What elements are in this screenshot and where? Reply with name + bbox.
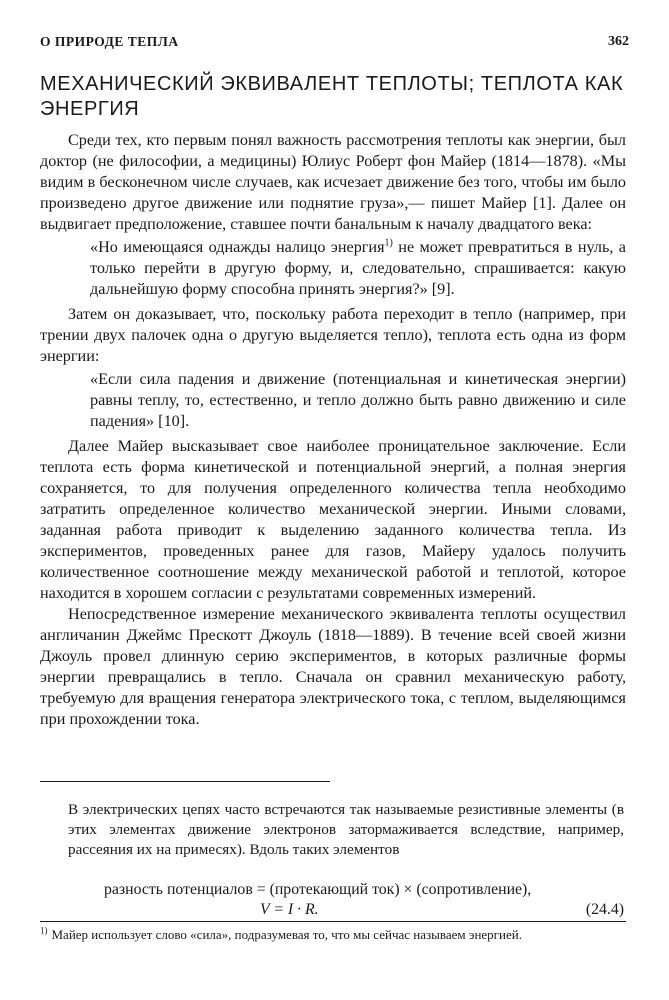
quote-mayer-energy	[90, 237, 626, 300]
running-title: О ПРИРОДЕ ТЕПЛА	[40, 34, 179, 49]
main-text	[40, 130, 626, 730]
side-note-text: В электрических цепях часто встречаются так называемые резистивные элементы (в этих элементах движение электронов затормаживается вследствие, например, рассеяния их на примесях). Вдоль таких элементов	[68, 801, 624, 858]
quote-mayer-energy-text	[90, 237, 626, 300]
paragraph-mayer-intro: Среди тех, кто первым понял важность рассмотрения теплоты как энергии, был доктор (не философии, а медицины) Юлиус Роберт фон Майер (1814—1878). «Мы видим в бесконечном числе случаев, как исчезает движение без того, чтобы им было произведено другое движение или поднятие груза»,— пишет Майер [1]. Далее он выдвигает предположение, ставшее почти банальным к началу двадцатого века:	[40, 131, 626, 233]
footnote-divider	[40, 921, 626, 922]
equation-block	[68, 880, 624, 920]
quote-mayer-heat	[90, 369, 626, 432]
paragraph-mayer-conclusion: Далее Майер высказывает свое наиболее проницательное заключение. Если теплота есть форма кинетической и потенциальной энергий, а полная энергия сохраняется, то для получения определенного количества тепла необходимо затратить определенное количество механической энергии. Иными словами, заданная работа приводит к выделению заданного количества тепла. Из экспериментов, проведенных ранее для газов, Майеру удалось получить количественное соотношение между механической работой и теплотой, которое находится в хорошем согласии с результатами современных измерений.	[40, 437, 626, 602]
running-head	[40, 34, 629, 54]
section-title: МЕХАНИЧЕСКИЙ ЭКВИВАЛЕНТ ТЕПЛОТЫ; ТЕПЛОТА КАК ЭНЕРГИЯ	[40, 73, 624, 120]
equation-row	[68, 900, 624, 920]
equation-words: разность потенциалов = (протекающий ток) × (сопротивление),	[104, 881, 532, 898]
page-number: 362	[608, 34, 629, 49]
section-divider	[40, 781, 330, 782]
equation-number: (24.4)	[585, 901, 624, 918]
footnote	[40, 926, 626, 943]
quote-part-2: не может превратиться в нуль, а только перейти в другую форму, и, следовательно, спрашивается: какую дальнейшую форму способна принять энергия?» [9].	[90, 238, 626, 298]
footnote-text: Майер использует слово «сила», подразумевая то, что мы сейчас называем энергией.	[51, 927, 522, 942]
equation-formula: V = I · R.	[260, 901, 319, 918]
footnote-marker: 1)	[40, 925, 48, 936]
quote-mayer-heat-text: «Если сила падения и движение (потенциальная и кинетическая энергии) равны теплу, то, естественно, и тепло должно быть равно движению и силе падения» [10].	[90, 370, 626, 430]
paragraph-joule: Непосредственное измерение механического эквивалента теплоты осуществил англичанин Джеймс Прескотт Джоуль (1818—1889). В течение всей своей жизни Джоуль провел длинную серию экспериментов, в которых различные формы энергии превращались в тепло. Сначала он сравнил механическую работу, требуемую для вращения генератора электрического тока, с теплом, выделяющимся при прохождении тока.	[40, 605, 626, 728]
side-note	[68, 800, 624, 860]
footnote-reference[interactable]: 1)	[384, 237, 393, 249]
quote-part-1: «Но имеющаяся однажды налицо энергия	[90, 238, 385, 256]
paragraph-work-to-heat: Затем он доказывает, что, поскольку работа переходит в тепло (например, при трении двух палочек одна о другую выделяется тепло), теплота есть одна из форм энергии:	[40, 305, 626, 365]
